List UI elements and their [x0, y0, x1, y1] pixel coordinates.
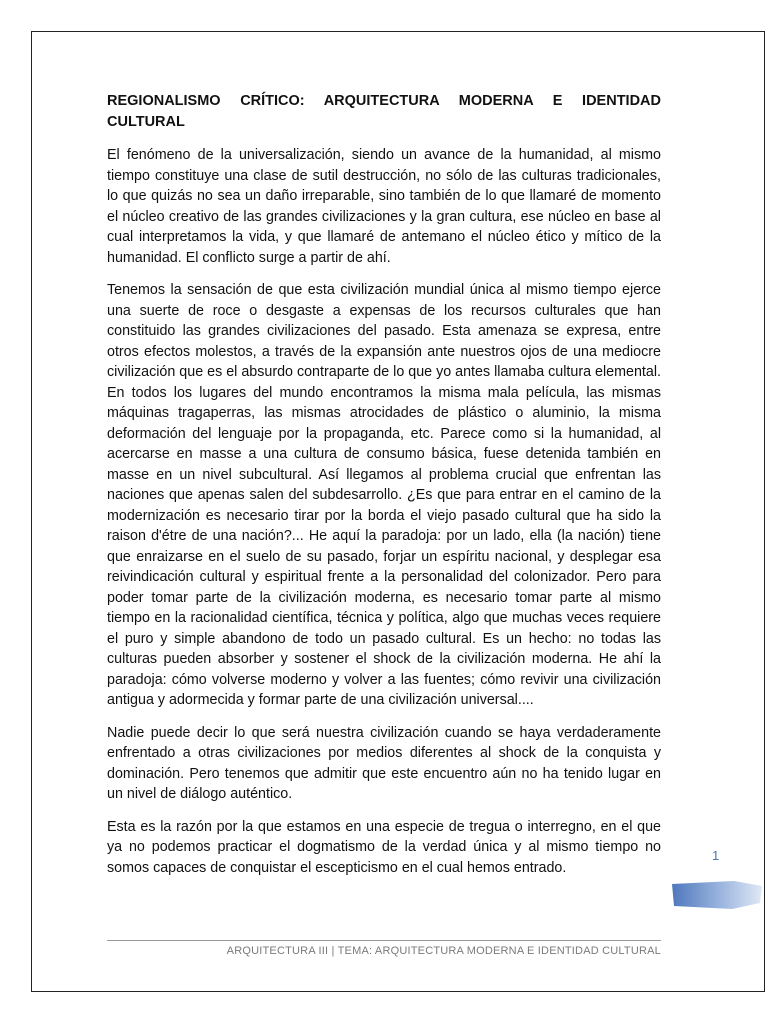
page-tab-graphic — [672, 881, 762, 909]
page-number: 1 — [712, 848, 720, 863]
paragraph-2: Tenemos la sensación de que esta civilización mundial única al mismo tiempo ejerce una suerte de roce o desgaste a expensas de los recursos culturales que han constituido las grandes civilizaciones del pasado. Esta amenaza se expresa, entre otros efectos molestos, a través de la expansión ante nuestros ojos de una mediocre civilización que es el absurdo contraparte de lo que yo antes llamaba cultura elemental. En todos los lugares del mundo encontramos la misma mala película, las mismas máquinas tragaperras, las mismas atrocidades de plástico o aluminio, la misma deformación del lenguaje por la propaganda, etc. Parece como si la humanidad, al acercarse en masse a una cultura de consumo básica, fuese detenida también en masse en un nivel subcultural. Así llegamos al problema crucial que enfrentan las naciones que apenas salen del subdesarrollo. ¿Es que para entrar en el camino de la modernización es necesario tirar por la borda el viejo pasado cultural que ha sido la raison d'étre de una nación?... He aquí la paradoja: por un lado, ella (la nación) tiene que enraizarse en el suelo de su pasado, forjar un espíritu nacional, y desplegar esa reivindicación cultural y espiritual frente a la personalidad del colonizador. Pero para poder tomar parte de la civilización moderna, es necesario tomar parte al mismo tiempo en la racionalidad científica, técnica y política, algo que muchas veces requiere el puro y simple abandono de todo un pasado cultural. Es un hecho: no todas las culturas pueden absorber y sostener el shock de la civilización moderna. He ahí la paradoja: cómo volverse moderno y volver a las fuentes; cómo revivir una civilización antigua y adormecida y formar parte de una civilización universal.... — [107, 282, 661, 708]
paragraph-3: Nadie puede decir lo que será nuestra civilización cuando se haya verdaderamente enfrentado a otras civilizaciones por medios diferentes al shock de la conquista y dominación. Pero tenemos que admitir que este encuentro aún no ha tenido lugar en un nivel de diálogo auténtico. — [107, 724, 661, 802]
paragraph-4: Esta es la razón por la que estamos en una especie de tregua o interregno, en el que ya no podemos practicar el dogmatismo de la verdad única y al mismo tiempo no somos capaces de conquistar el escepticismo en el cual hemos entrado. — [107, 818, 661, 876]
footer-divider — [107, 940, 661, 941]
footer-text: ARQUITECTURA III | TEMA: ARQUITECTURA MODERNA E IDENTIDAD CULTURAL — [226, 945, 661, 957]
document-body — [107, 145, 661, 890]
document-title: REGIONALISMO CRÍTICO: ARQUITECTURA MODERNA E IDENTIDAD CULTURAL — [107, 93, 661, 130]
paragraph-1: El fenómeno de la universalización, siendo un avance de la humanidad, al mismo tiempo constituye una clase de sutil destrucción, no sólo de las culturas tradicionales, lo que quizás no sea un daño irreparable, sino también de lo que llamaré de momento el núcleo creativo de las grandes civilizaciones y la gran cultura, ese núcleo en base al cual interpretamos la vida, y que llamaré de antemano el núcleo ético y mítico de la humanidad. El conflicto surge a partir de ahí. — [107, 147, 661, 266]
